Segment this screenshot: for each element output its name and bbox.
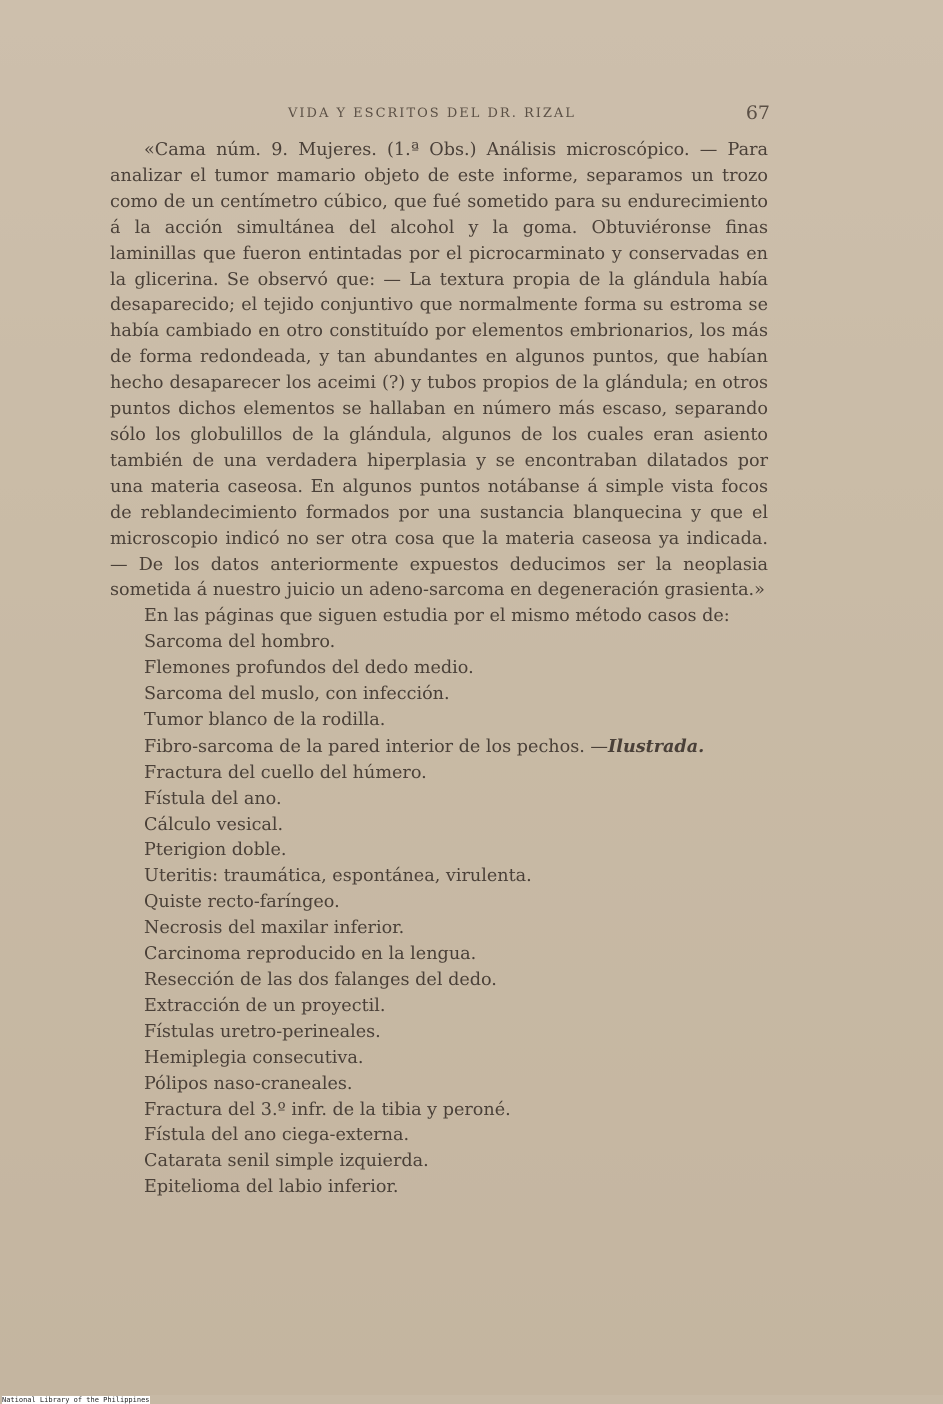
case-item: Uteritis: traumática, espontánea, virulenta.: [144, 866, 532, 887]
case-item: Necrosis del maxilar inferior.: [144, 918, 405, 939]
case-item: Resección de las dos falanges del dedo.: [144, 970, 497, 990]
case-list: [110, 630, 768, 1201]
case-list-intro: En las páginas que siguen estudia por el mismo método casos de:: [144, 606, 730, 627]
case-item: Sarcoma del muslo, con infección.: [144, 684, 450, 705]
case-item: Cálculo vesical.: [144, 814, 284, 835]
case-item: Flemones profundos del dedo medio.: [144, 658, 474, 679]
case-item: Fístula del ano.: [144, 788, 282, 809]
case-item: Tumor blanco de la rodilla.: [144, 709, 386, 730]
running-head: VIDA Y ESCRITOS DEL DR. RIZAL: [288, 106, 576, 121]
case-item: Fractura del cuello del húmero.: [144, 762, 427, 783]
case-item: Extracción de un proyectil.: [144, 995, 386, 1016]
case-item-text: Fibro-sarcoma de la pared interior de los pechos. —: [144, 736, 609, 757]
case-item: [144, 734, 768, 761]
page-header: [110, 102, 770, 126]
case-item: Fractura del 3.º infr. de la tibia y peroné.: [144, 1099, 511, 1120]
case-item: Hemiplegia consecutiva.: [144, 1047, 364, 1068]
case-item: Carcinoma reproducido en la lengua.: [144, 944, 477, 965]
observation-paragraph: «Cama núm. 9. Mujeres. (1.ª Obs.) Análisis microscópico. — Para analizar el tumor mamario objeto de este informe, separamos un trozo como de un centímetro cúbico, que fué sometido para su endurecimiento á la acción simultánea del alcohol y la goma. Obtuviéronse finas laminillas que fueron entintadas por el picrocarminato y conservadas en la glicerina. Se observó que: — La textura propia de la glándula había desaparecido; el tejido conjuntivo que normalmente forma su estroma se había cambiado en otro constituído por elementos embrionarios, los más de forma redondeada, y tan abundantes en algunos puntos, que habían hecho desaparecer los aceimi (?) y tubos propios de la glándula; en otros puntos dichos elementos se hallaban en número más escaso, separando sólo los globulillos de la glándula, algunos de los cuales eran asiento también de una verdadera hiperplasia y se encontraban dilatados por una materia caseosa. En algunos puntos notábanse á simple vista focos de reblandecimiento formados por una sustancia blanquecina y que el microscopio indicó no ser otra cosa que la materia caseosa ya indicada. — De los datos anteriormente expuestos deducimos ser la neoplasia sometida á nuestro juicio un adeno-sarcoma en degeneración grasienta.»: [110, 140, 768, 601]
case-item: Fístulas uretro-perineales.: [144, 1021, 381, 1042]
body-text: [110, 138, 768, 1201]
case-item: Epitelioma del labio inferior.: [144, 1177, 399, 1198]
case-item: Sarcoma del hombro.: [144, 632, 336, 653]
case-item: Catarata senil simple izquierda.: [144, 1151, 429, 1172]
case-item: Fístula del ano ciega-externa.: [144, 1125, 410, 1146]
library-credit: National Library of the Philippines: [2, 1396, 150, 1404]
case-item: Quiste recto-faríngeo.: [144, 892, 340, 913]
case-item: Pólipos naso-craneales.: [144, 1073, 353, 1094]
page-number: 67: [745, 102, 770, 124]
case-item: Pterigion doble.: [144, 840, 287, 861]
case-note: Ilustrada.: [608, 735, 705, 757]
